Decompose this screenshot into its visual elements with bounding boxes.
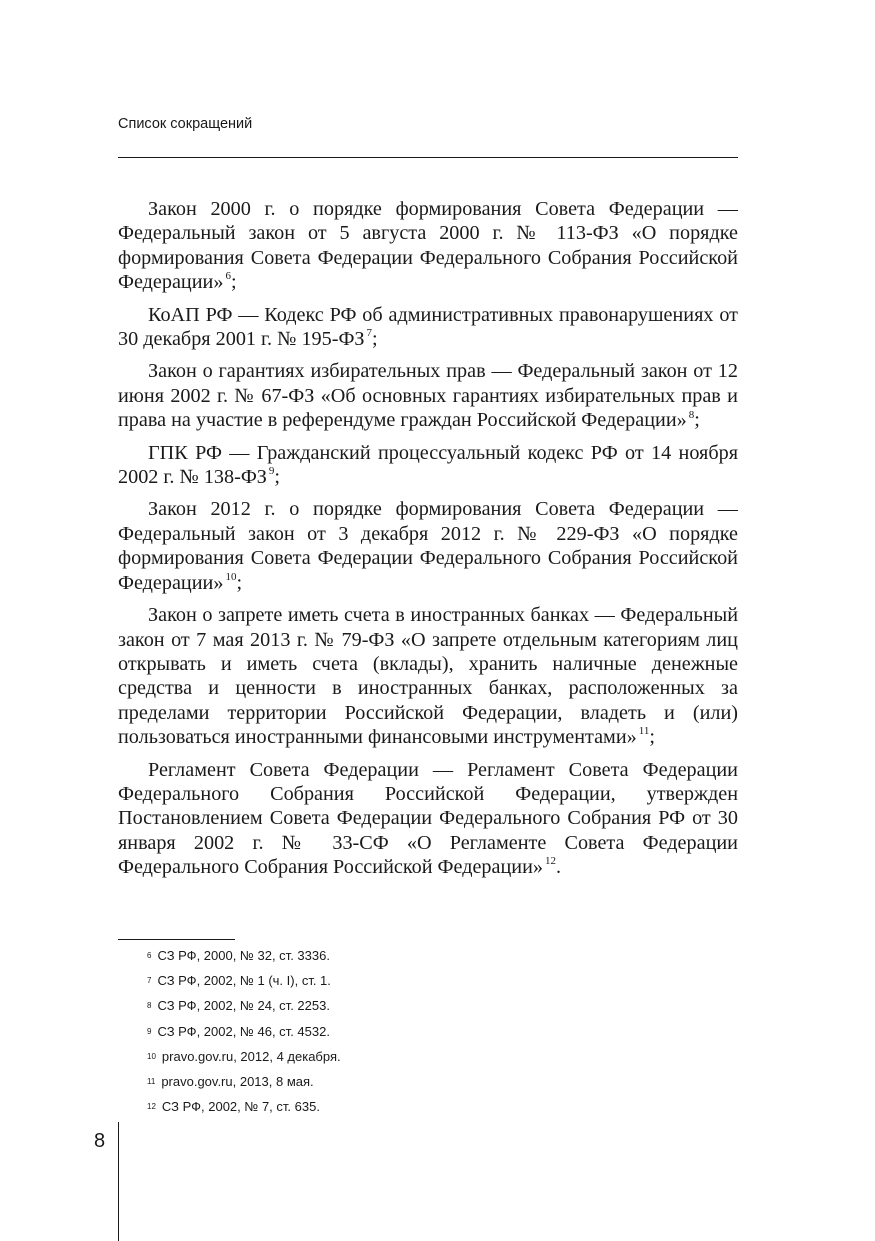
footnote-ref: 6 — [225, 270, 231, 283]
entry-text: Закон о гарантиях избирательных прав — Федеральный закон от 12 июня 2002 г. № 67-ФЗ «Об основных гарантиях избирательных прав и права на участие в референдуме граждан Российской Федерации» — [118, 360, 738, 432]
footnote-ref: 7 — [366, 327, 373, 340]
entry-punct: ; — [230, 271, 237, 294]
running-title: Список сокращений — [118, 116, 253, 132]
footnotes — [147, 944, 341, 1120]
abbreviation-entry — [118, 758, 738, 880]
entry-text: ГПК РФ — Гражданский процессуальный кодекс РФ от 14 ноября 2002 г. № 138-ФЗ — [118, 441, 738, 489]
footnote-ref: 10 — [225, 570, 237, 583]
abbreviation-list — [118, 197, 738, 888]
footnote-number: 9 — [147, 1026, 152, 1036]
header-divider — [118, 157, 738, 158]
footnote-text: СЗ РФ, 2002, № 7, ст. 635. — [161, 1099, 320, 1115]
footnote-text: pravo.gov.ru, 2012, 4 декабря. — [161, 1048, 341, 1064]
entry-text: КоАП РФ — Кодекс РФ об административных правонарушениях от 30 декабря 2001 г. № 195-ФЗ — [118, 303, 738, 351]
abbreviation-entry — [118, 497, 738, 595]
footnote-ref: 8 — [688, 408, 695, 421]
page-number: 8 — [94, 1130, 106, 1152]
footnote-item — [147, 944, 341, 969]
footnote-ref: 12 — [545, 855, 556, 868]
entry-punct: ; — [694, 409, 700, 432]
footnote-number: 8 — [147, 1001, 152, 1011]
footnote-ref: 9 — [268, 465, 275, 478]
abbreviation-entry — [118, 441, 738, 490]
footnote-text: СЗ РФ, 2002, № 1 (ч. I), ст. 1. — [157, 973, 331, 989]
entry-punct: ; — [649, 726, 655, 749]
footnote-text: СЗ РФ, 2002, № 24, ст. 2253. — [157, 998, 330, 1014]
footnote-text: pravo.gov.ru, 2013, 8 мая. — [161, 1074, 314, 1090]
footnote-number: 10 — [147, 1051, 156, 1061]
entry-punct: ; — [274, 466, 281, 489]
footnote-item — [147, 1045, 341, 1070]
footnote-item — [147, 994, 341, 1019]
footnote-item — [147, 969, 341, 994]
footnote-number: 12 — [147, 1102, 156, 1112]
entry-text: Закон 2012 г. о порядке формирования Совета Федерации — Федеральный закон от 3 декабря 2012 г. № 229-ФЗ «О порядке формирования Совета Федерации Федерального Собрания Российской Федерации» — [118, 498, 738, 594]
footnote-ref: 11 — [638, 725, 650, 738]
footnote-divider — [118, 939, 235, 940]
entry-text: Закон 2000 г. о порядке формирования Совета Федерации — Федеральный закон от 5 августа 2000 г. № 113-ФЗ «О порядке формирования Совета Федерации Федерального Собрания Российской Федерации» — [118, 198, 738, 294]
entry-punct: ; — [372, 328, 378, 351]
abbreviation-entry — [118, 603, 738, 749]
footnote-text: СЗ РФ, 2002, № 46, ст. 4532. — [157, 1023, 330, 1039]
abbreviation-entry — [118, 359, 738, 432]
footnote-number: 11 — [147, 1077, 156, 1087]
abbreviation-entry — [118, 197, 738, 295]
footnote-item — [147, 1070, 341, 1095]
footnote-item — [147, 1095, 341, 1120]
footnote-text: СЗ РФ, 2000, № 32, ст. 3336. — [157, 948, 330, 963]
abbreviation-entry — [118, 303, 738, 352]
entry-text: Закон о запрете иметь счета в иностранных банках — Федеральный закон от 7 мая 2013 г. № 79-ФЗ «О запрете отдельным категориям лиц открывать и иметь счета (вклады), хранить наличные денежные средства и ценности в иностранных банках, расположенных за пределами территории Российской Федерации, владеть и (или) пользоваться иностранными финансовыми инструментами» — [118, 604, 738, 749]
footnote-number: 6 — [147, 951, 152, 960]
entry-punct: . — [556, 856, 562, 879]
entry-text: Регламент Совета Федерации — Регламент Совета Федерации Федерального Собрания Российской Федерации, утвержден Постановлением Совета Федерации Федерального Собрания РФ от 30 января 2002 г. № 33-СФ «О Регламенте Совета Федерации Федерального Собрания Российской Федерации» — [118, 758, 738, 879]
footnote-item — [147, 1020, 341, 1045]
entry-punct: ; — [236, 571, 243, 594]
page-margin-rule — [118, 1122, 119, 1241]
footnote-number: 7 — [147, 976, 152, 986]
